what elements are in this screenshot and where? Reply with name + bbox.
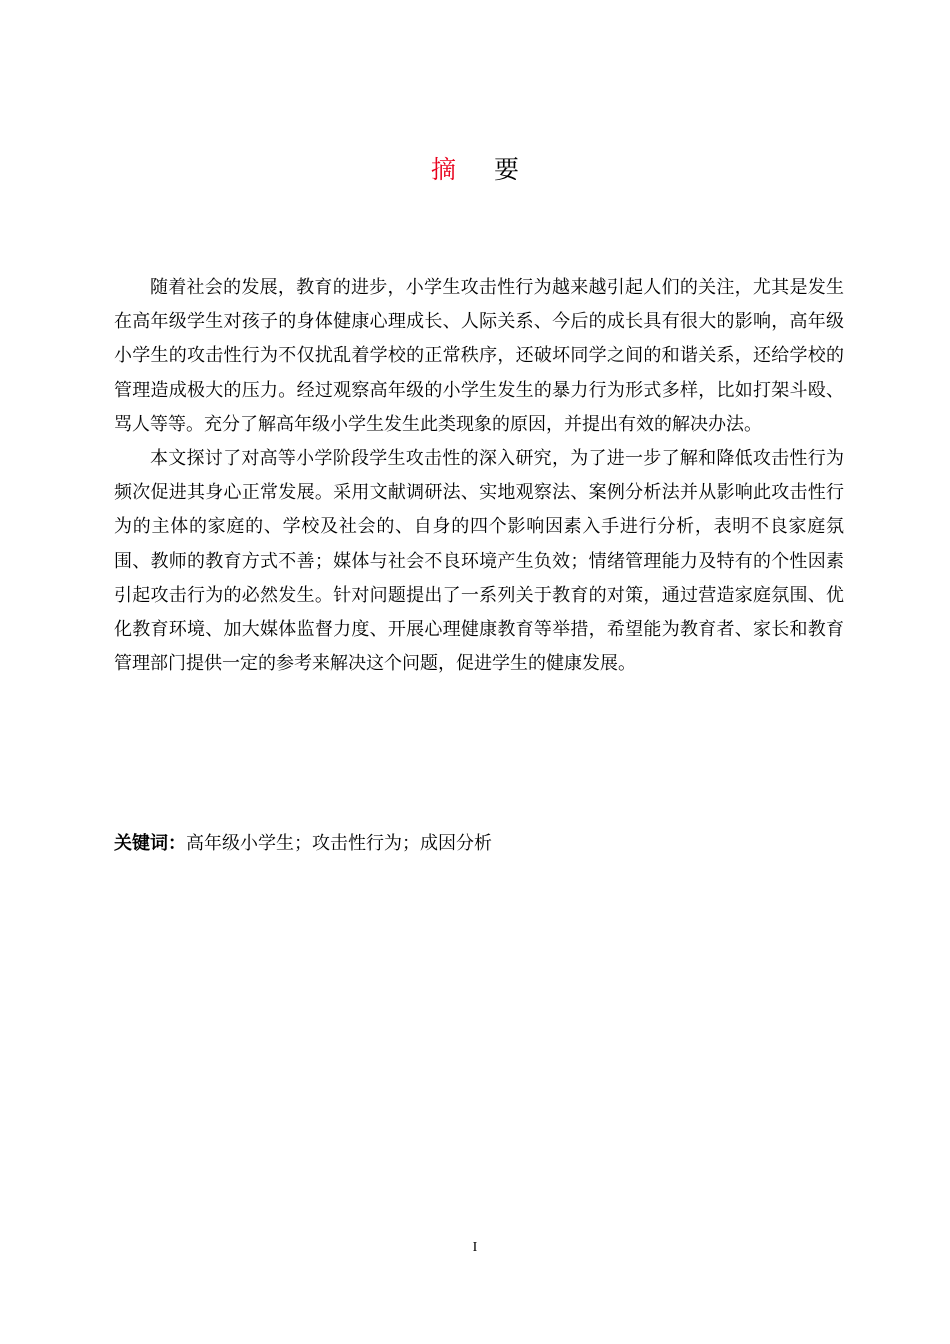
abstract-paragraph-1: 随着社会的发展，教育的进步，小学生攻击性行为越来越引起人们的关注，尤其是发生在高年级学生对孩子的身体健康心理成长、人际关系、今后的成长具有很大的影响，高年级小学生的攻击性行为不仅扰乱着学校的正常秩序，还破坏同学之间的和谐关系，还给学校的管理造成极大的压力。经过观察高年级的小学生发生的暴力行为形式多样，比如打架斗殴、骂人等等。充分了解高年级小学生发生此类现象的原因，并提出有效的解决办法。 <box>114 277 844 435</box>
abstract-title-char-1: 摘 <box>430 155 456 184</box>
keywords-label: 关键词： <box>114 833 186 854</box>
abstract-title <box>0 152 950 188</box>
abstract-paragraph-2: 本文探讨了对高等小学阶段学生攻击性的深入研究，为了进一步了解和降低攻击性行为频次促进其身心正常发展。采用文献调研法、实地观察法、案例分析法并从影响此攻击性行为的主体的家庭的、学校及社会的、自身的四个影响因素入手进行分析，表明不良家庭氛围、教师的教育方式不善；媒体与社会不良环境产生负效；情绪管理能力及特有的个性因素引起攻击行为的必然发生。针对问题提出了一系列关于教育的对策，通过营造家庭氛围、优化教育环境、加大媒体监督力度、开展心理健康教育等举措，希望能为教育者、家长和教育管理部门提供一定的参考来解决这个问题，促进学生的健康发展。 <box>114 448 844 675</box>
abstract-title-char-2: 要 <box>494 155 520 184</box>
page-number: I <box>472 1240 478 1255</box>
keywords-line <box>114 827 844 861</box>
abstract-body <box>114 271 844 681</box>
keywords-value: 高年级小学生；攻击性行为；成因分析 <box>186 833 492 854</box>
